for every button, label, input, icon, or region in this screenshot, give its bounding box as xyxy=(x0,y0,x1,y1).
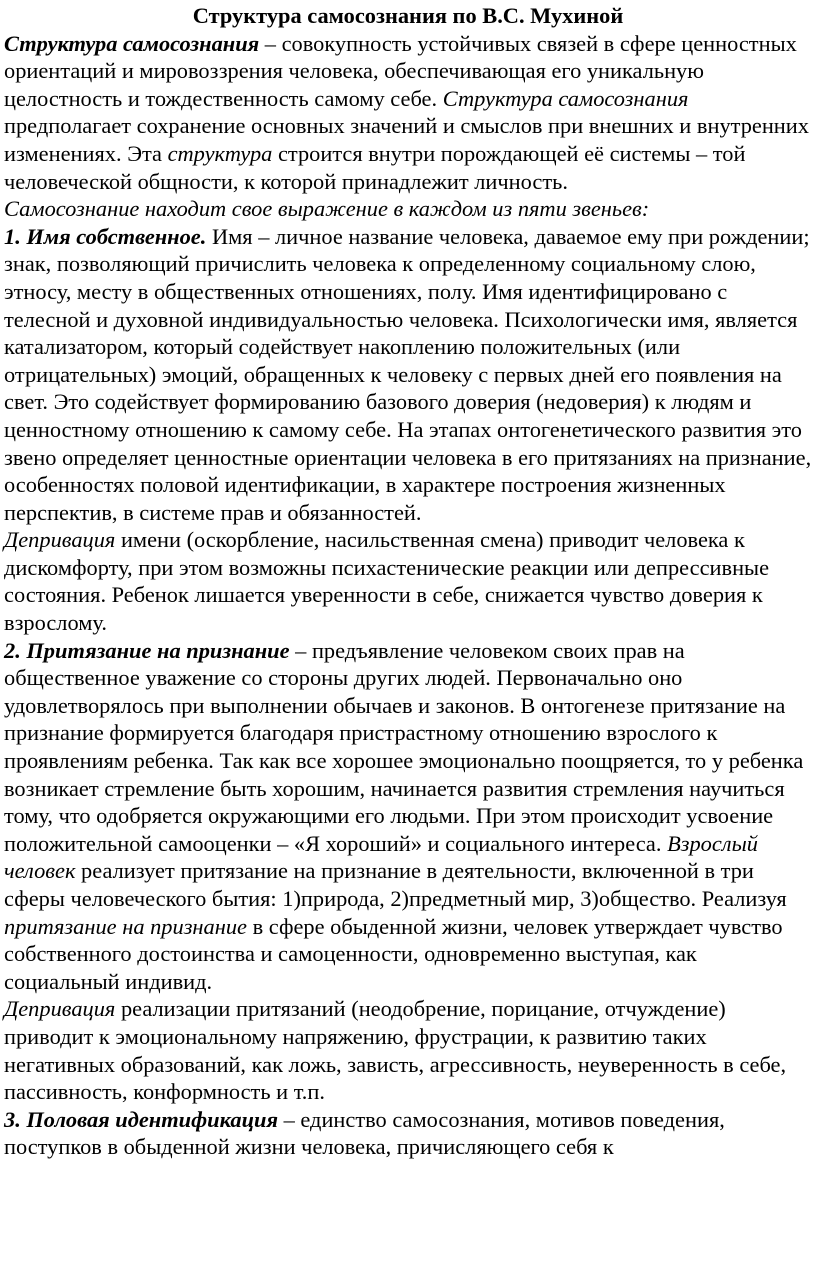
section-heading: 3. Половая идентификация xyxy=(4,1106,279,1132)
section-heading: 2. Притязание на признание xyxy=(4,637,290,663)
section-name-paragraph: 1. Имя собственное. Имя – личное название человека, даваемое ему при рождении; знак, позволяющий причислить человека к определенному социальному слою, этносу, месту в общественных отношениях, полу. Имя идентифицировано с телесной и духовной индивидуальностью человека. Психологически имя, является катализатором, который содействует накоплению положительных (или отрицательных) эмоций, обращенных к человеку с первых дней его появления на свет. Это содействует формированию базового доверия (недоверия) к людям и ценностному отношению к самому себе. На этапах онтогенетического развития это звено определяет ценностные ориентации человека в его притязаниях на признание, особенностях половой идентификации, в характере построения жизненных перспектив, в системе прав и обязанностей. xyxy=(4,223,812,525)
section-heading: 1. Имя собственное. xyxy=(4,223,207,249)
intro-term: Структура самосознания xyxy=(4,30,260,56)
intro-paragraph: Структура самосознания – совокупность устойчивых связей в сфере ценностных ориентаций и мировоззрения человека, обеспечивающая его уникальную целостность и тождественность самому себе. Структура самосознания предполагает сохранение основных значений и смыслов при внешних и внутренних изменениях. Эта структура строится внутри порождающей её системы – той человеческой общности, к которой принадлежит личность. xyxy=(4,30,809,194)
document-title: Структура самосознания по В.С. Мухиной xyxy=(192,3,624,28)
section-recognition-deprivation: Депривация реализации притязаний (неодобрение, порицание, отчуждение) приводит к эмоциональному напряжению, фрустрации, к развитию таких негативных образований, как ложь, зависть, агрессивность, неуверенность в себе, пассивность, конформность и т.п. xyxy=(4,996,787,1105)
lead-paragraph: Самосознание находит свое выражение в каждом из пяти звеньев: xyxy=(4,196,650,222)
section-recognition-paragraph: 2. Притязание на признание – предъявление человеком своих прав на общественное уважение со стороны других людей. Первоначально оно удовлетворялось при выполнении обычаев и законов. В онтогенезе притязание на признание формируется благодаря пристрастному отношению взрослого к проявлениям ребенка. Так как все хорошее эмоционально поощряется, то у ребенка возникает стремление быть хорошим, начинается развития стремления научиться тому, что одобряется окружающими его людьми. При этом происходит усвоение положительной самооценки – «Я хороший» и социального интереса. Взрослый человек реализует притязание на признание в деятельности, включенной в три сферы человеческого бытия: 1)природа, 2)предметный мир, 3)общество. Реализуя притязание на признание в сфере обыденной жизни, человек утверждает чувство собственного достоинства и самоценности, одновременно выступая, как социальный индивид. xyxy=(4,637,804,994)
section-name-deprivation: Депривация имени (оскорбление, насильственная смена) приводит человека к дискомфорту, при этом возможны психастенические реакции или депрессивные состояния. Ребенок лишается уверенности в себе, снижается чувство доверия к взрослому. xyxy=(4,527,770,636)
section-gender-paragraph: 3. Половая идентификация – единство самосознания, мотивов поведения, поступков в обыденной жизни человека, причисляющего себя к xyxy=(4,1106,725,1160)
